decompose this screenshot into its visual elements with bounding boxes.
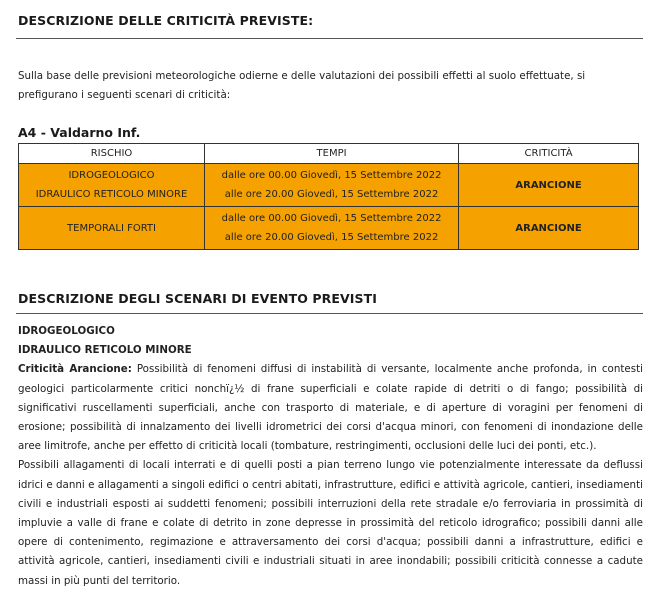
time-to: alle ore 20.00 Giovedì, 15 Settembre 2022 — [224, 189, 439, 200]
scenario-text: Possibilità di fenomeni diffusi di instabilità di versante, localmente anche profonda, in contesti geologici particolarmente critici nonchï¿½ di frane superficiali e colate rapide di detriti o di fango; possibilità di significativi ruscellamenti superficiali, anche con trasporto di materiale, e di aperture di voragini per fenomeni di erosione; possibilità di innalzamento dei livelli idrometrici dei corsi d'acqua minori, con fenomeni di inondazione delle aree limitrofe, anche per effetto di criticità locali (tombature, restringimenti, occlusioni delle luci dei ponti, etc.). — [18, 363, 643, 453]
header-criticity: CRITICITÀ — [459, 144, 639, 164]
table-header-row — [19, 144, 639, 164]
section-divider — [16, 38, 643, 39]
table-row — [19, 207, 639, 250]
criticity-lead: Criticità Arancione: — [18, 363, 132, 376]
time-to: alle ore 20.00 Giovedì, 15 Settembre 2022 — [224, 232, 439, 243]
header-times: TEMPI — [205, 144, 459, 164]
criticity-cell: ARANCIONE — [459, 207, 639, 250]
risk-cell — [19, 207, 205, 250]
zone-title: A4 - Valdarno Inf. — [18, 125, 141, 140]
risk-cell — [19, 164, 205, 207]
times-cell — [205, 207, 459, 250]
criticity-cell: ARANCIONE — [459, 164, 639, 207]
scenario-description — [18, 322, 643, 591]
risk-table — [18, 143, 639, 250]
risk-label: TEMPORALI FORTI — [67, 222, 156, 234]
risk-label: IDROGEOLOGICO — [68, 170, 155, 181]
scenario-paragraph — [18, 360, 643, 456]
scenario-category: IDROGEOLOGICO — [18, 325, 115, 337]
table-row — [19, 164, 639, 207]
scenario-category: IDRAULICO RETICOLO MINORE — [18, 344, 192, 357]
section-title-scenari: DESCRIZIONE DEGLI SCENARI DI EVENTO PREVISTI — [18, 291, 378, 306]
header-risk: RISCHIO — [19, 144, 205, 164]
time-from: dalle ore 00.00 Giovedì, 15 Settembre 2022 — [221, 213, 442, 224]
risk-label: IDRAULICO RETICOLO MINORE — [35, 189, 188, 200]
intro-paragraph: Sulla base delle previsioni meteorologiche odierne e delle valutazioni dei possibili effetti al suolo effettuate, si prefigurano i seguenti scenari di criticità: — [18, 70, 586, 101]
times-cell — [205, 164, 459, 207]
time-from: dalle ore 00.00 Giovedì, 15 Settembre 2022 — [221, 170, 442, 181]
scenario-paragraph: Possibili allagamenti di locali interrati e di quelli posti a pian terreno lungo vie potenzialmente interessate da deflussi idrici e danni e allagamenti a singoli edifici o centri abitati, infrastrutture, edifici e attività agricole, cantieri, insediamenti civili e industriali esposti ai suddetti fenomeni; possibili interruzioni della rete stradale e/o ferroviaria in prossimità di impluvie a valle di frane e colate di detrito in zone depresse in prossimità del reticolo idrografico; possibili danni alle opere di contenimento, regimazione e attraversamento dei corsi d'acqua; possibili danni a infrastrutture, edifici e attività agricole, cantieri, insediamenti civili e industriali situati in aree inondabili; possibili criticità connesse a cadute massi in più punti del territorio. — [18, 459, 643, 587]
section-title-criticita: DESCRIZIONE DELLE CRITICITÀ PREVISTE: — [18, 13, 314, 28]
section-divider — [16, 313, 643, 314]
